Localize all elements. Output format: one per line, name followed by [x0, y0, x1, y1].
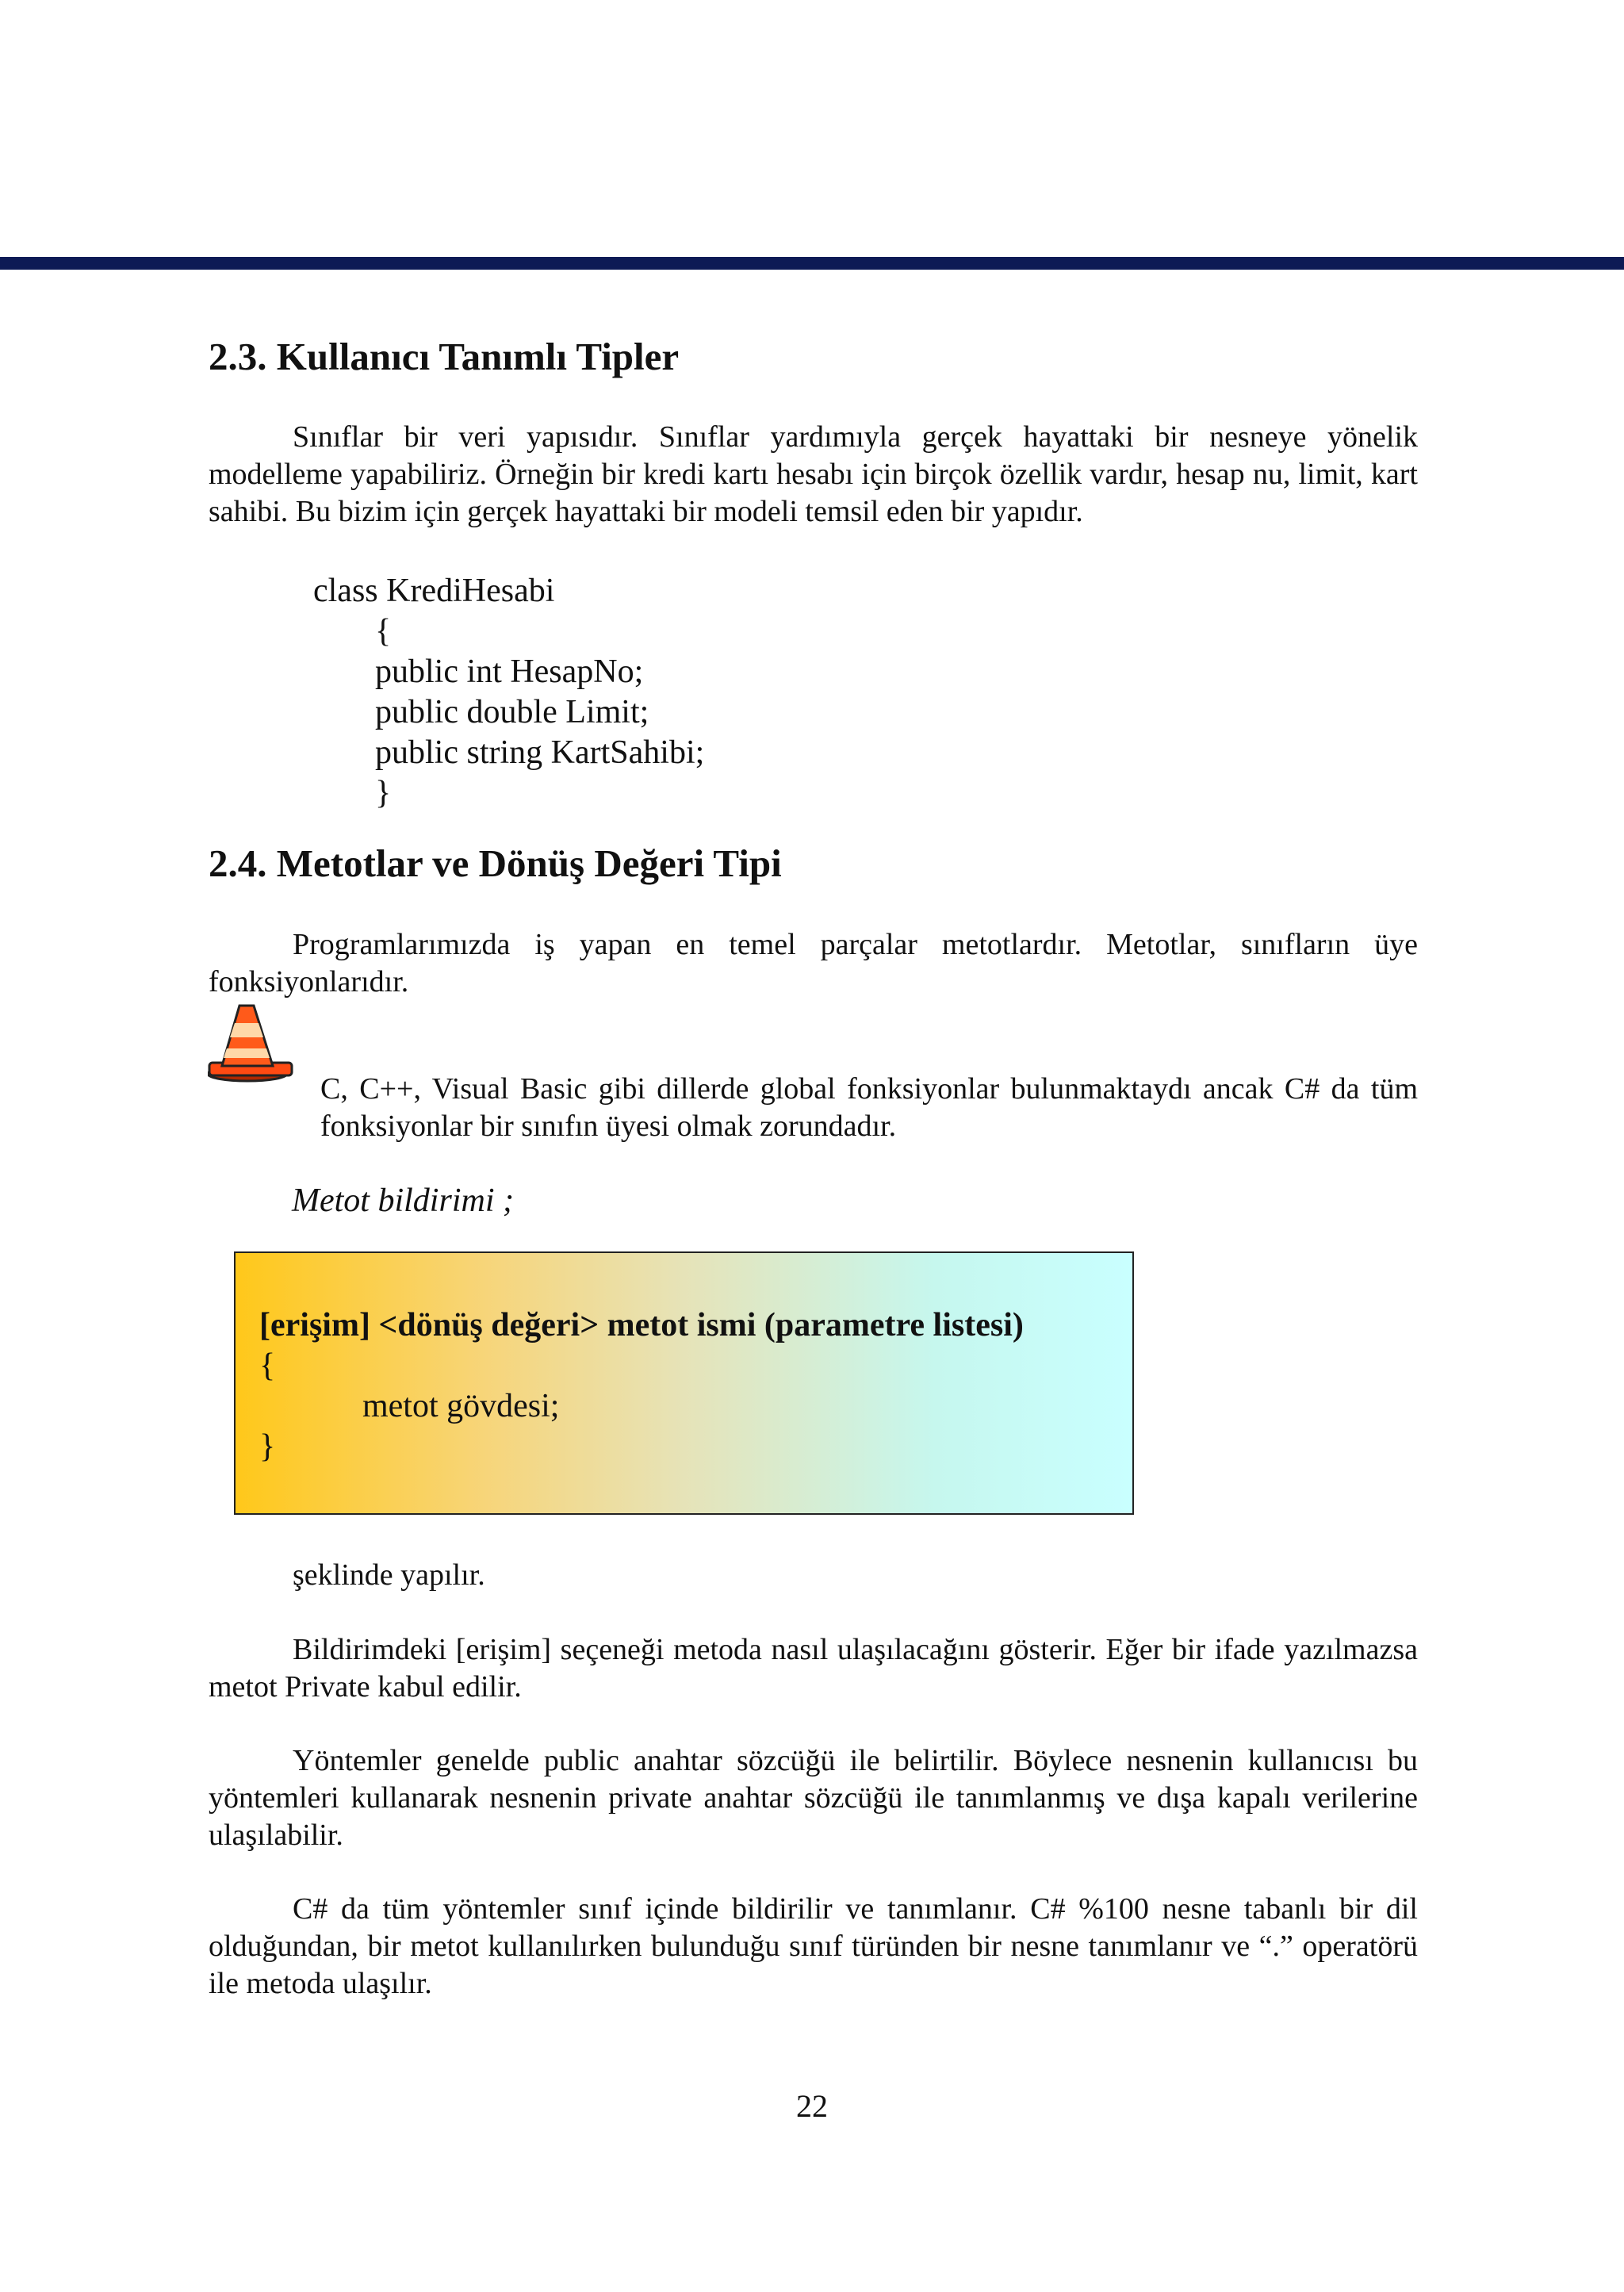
code-close-brace: }: [375, 775, 392, 811]
code-field-limit: public double Limit;: [375, 694, 649, 730]
code-field-hesapno: public int HesapNo;: [375, 653, 644, 690]
header-rule: [0, 257, 1624, 270]
method-signature: [erişim] <dönüş değeri> metot ismi (parametre listesi): [259, 1307, 1024, 1343]
section-2-4-paragraph: Programlarımızda iş yapan en temel parçalar metotlardır. Metotlar, sınıfların üye fonksiyonlarıdır.: [209, 928, 1418, 998]
method-body-text: metot gövdesi;: [362, 1388, 560, 1424]
code-open-brace: {: [375, 613, 392, 650]
section-2-4-heading: 2.4. Metotlar ve Dönüş Değeri Tipi: [209, 841, 782, 885]
syntax-close-brace: }: [259, 1428, 276, 1465]
method-declaration-label: Metot bildirimi ;: [292, 1182, 514, 1219]
syntax-open-brace: {: [259, 1347, 276, 1384]
code-field-kartsahibi: public string KartSahibi;: [375, 734, 705, 771]
code-class-declaration: class KrediHesabi: [313, 573, 555, 609]
section-2-3-heading: 2.3. Kullanıcı Tanımlı Tipler: [209, 335, 680, 378]
public-paragraph: Yöntemler genelde public anahtar sözcüğü ile belirtilir. Böylece nesnenin kullanıcısı bu yöntemleri kullanarak nesnenin private anahtar sözcüğü ile tanımlanmış ve dışa kapalı verilerine ulaşılabilir.: [209, 1744, 1418, 1852]
access-paragraph: Bildirimdeki [erişim] seçeneği metoda nasıl ulaşılacağını gösterir. Eğer bir ifade yazılmazsa metot Private kabul edilir.: [209, 1633, 1418, 1704]
global-function-note: C, C++, Visual Basic gibi dillerde global fonksiyonlar bulunmaktaydı ancak C# da tüm fonksiyonlar bir sınıfın üyesi olmak zorundadır.: [320, 1072, 1418, 1143]
after-box-text: şeklinde yapılır.: [293, 1558, 485, 1592]
page-number: 22: [796, 2088, 828, 2124]
section-2-3-paragraph: Sınıflar bir veri yapısıdır. Sınıflar yardımıyla gerçek hayattaki bir nesneye yönelik modelleme yapabiliriz. Örneğin bir kredi kartı hesabı için birçok özellik vardır, hesap nu, limit, kart sahibi. Bu bizim için gerçek hayattaki bir modeli temsil eden bir yapıdır.: [209, 420, 1418, 528]
warning-cone-icon: [208, 1001, 297, 1083]
csharp-paragraph: C# da tüm yöntemler sınıf içinde bildirilir ve tanımlanır. C# %100 nesne tabanlı bir dil olduğundan, bir metot kullanılırken bulunduğu sınıf türünden bir nesne tanımlanır ve “.” operatörü ile metoda ulaşılır.: [209, 1892, 1418, 2000]
method-syntax-box: [234, 1251, 1134, 1515]
